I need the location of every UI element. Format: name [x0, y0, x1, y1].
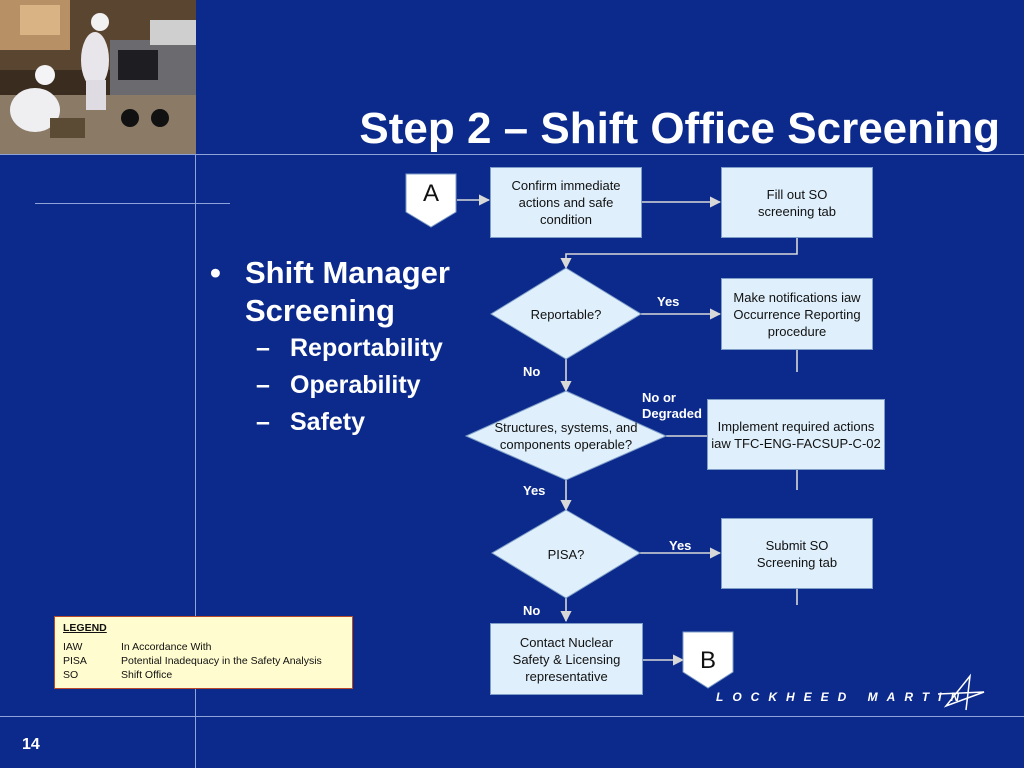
legend-abbr: PISA — [63, 655, 87, 667]
process-contact-nsl — [490, 623, 643, 695]
decision-reportable-text: Reportable? — [530, 306, 602, 322]
process-implement-actions — [707, 399, 885, 470]
process-contact-nsl-text: Contact Nuclear Safety & Licensing representative — [512, 634, 621, 684]
process-fill-out-so — [721, 167, 873, 238]
branch-label-no: No — [523, 364, 541, 379]
dash-icon: – — [256, 334, 270, 362]
decision-structures-text: Structures, systems, and components operable? — [494, 420, 638, 452]
bullet-sub-text: Safety — [290, 408, 366, 436]
process-implement-actions-text: Implement required actions iaw TFC-ENG-FACSUP-C-02 — [711, 418, 881, 451]
legend-abbr: SO — [63, 669, 79, 681]
bullet-dot-icon: • — [210, 255, 221, 290]
process-confirm-actions-text: Confirm immediate actions and safe condition — [511, 178, 621, 227]
page-number: 14 — [22, 736, 40, 753]
offpage-connector-a: A — [422, 179, 439, 207]
legend-title: LEGEND — [63, 622, 107, 634]
legend-row — [63, 640, 344, 654]
offpage-connector-b: B — [699, 646, 716, 674]
branch-label-no-or-degraded: No or Degraded — [642, 390, 702, 421]
process-submit-so-text: Submit SO Screening tab — [756, 537, 838, 570]
legend-meaning: Potential Inadequacy in the Safety Analysis — [121, 655, 322, 667]
branch-label-yes: Yes — [669, 538, 692, 553]
legend-meaning: In Accordance With — [121, 641, 212, 653]
process-make-notifications-text: Make notifications iaw Occurrence Reporting procedure — [733, 289, 861, 339]
lockheed-martin-logo: LOCKHEED MARTIN — [716, 690, 969, 704]
process-make-notifications — [721, 278, 873, 350]
legend-meaning: Shift Office — [121, 669, 173, 681]
process-fill-out-so-text: Fill out SO screening tab — [757, 186, 837, 219]
legend-row — [63, 668, 344, 682]
legend-box — [54, 616, 353, 689]
star-logo-icon — [936, 672, 988, 714]
slide-title: Step 2 – Shift Office Screening — [359, 104, 1000, 153]
bullet-sub-text: Operability — [290, 371, 421, 399]
legend-abbr: IAW — [63, 641, 83, 653]
process-confirm-actions — [490, 167, 642, 238]
legend-row — [63, 654, 344, 668]
branch-label-yes: Yes — [657, 294, 680, 309]
decision-pisa-text: PISA? — [547, 546, 585, 562]
dash-icon: – — [256, 371, 270, 399]
bullet-sub-text: Reportability — [290, 334, 443, 362]
branch-label-no: No — [523, 603, 541, 618]
bullet-main-text: Shift Manager Screening — [245, 255, 450, 328]
dash-icon: – — [256, 408, 270, 436]
branch-label-yes: Yes — [523, 483, 546, 498]
process-submit-so — [721, 518, 873, 589]
